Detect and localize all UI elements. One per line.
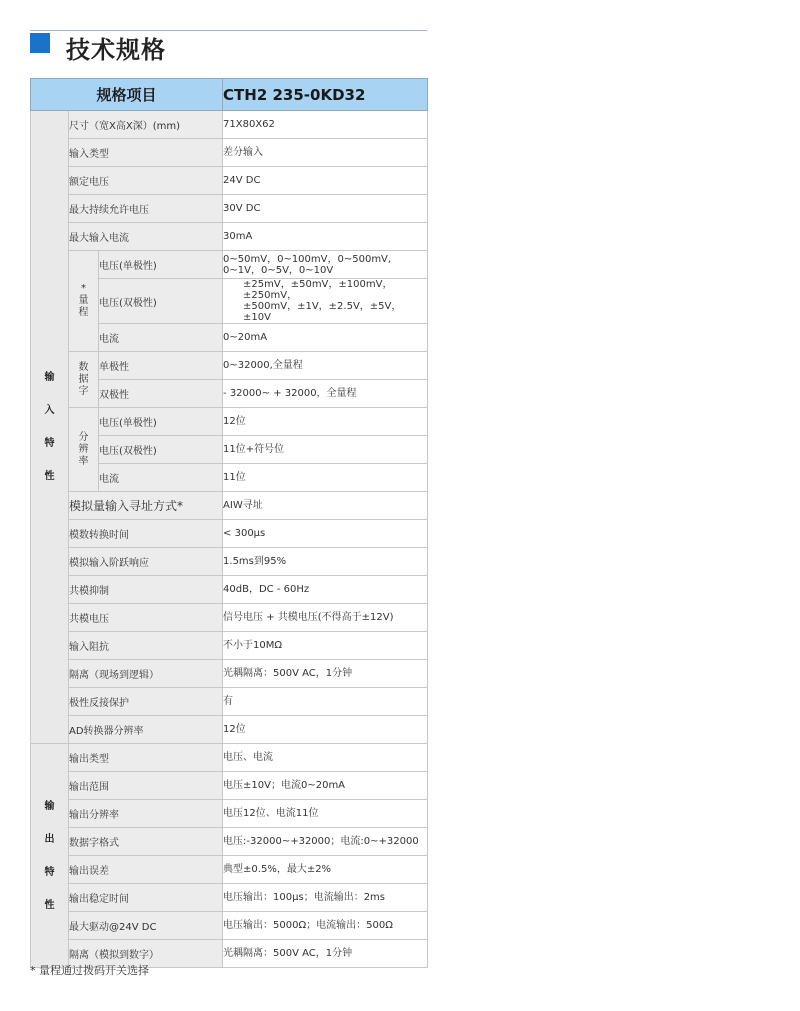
- row-value: 12位: [223, 716, 428, 744]
- row-label: 最大持续允许电压: [69, 195, 223, 223]
- row-value: 24V DC: [223, 167, 428, 195]
- row-label: 输入类型: [69, 139, 223, 167]
- table-row: [31, 167, 428, 195]
- table-row: [31, 111, 428, 139]
- row-value-line: ±500mV，±1V，±2.5V，±5V，±10V: [243, 301, 402, 323]
- spec-table: [30, 78, 428, 968]
- row-value: 1.5ms到95%: [223, 548, 428, 576]
- row-label: 输出稳定时间: [69, 884, 223, 912]
- group-range: [69, 251, 99, 352]
- row-value: 电压输出：5000Ω；电流输出：500Ω: [223, 912, 428, 940]
- row-value-line: 0~1V，0~5V，0~10V: [223, 264, 334, 276]
- row-label: 电流: [99, 464, 223, 492]
- row-label: 输出类型: [69, 744, 223, 772]
- table-row: [31, 660, 428, 688]
- row-value: 典型±0.5%，最大±2%: [223, 856, 428, 884]
- row-label: 隔离（模拟到数字）: [69, 940, 223, 968]
- row-value: 0~32000,全量程: [223, 352, 428, 380]
- row-label: 电流: [99, 324, 223, 352]
- row-label: 输入阻抗: [69, 632, 223, 660]
- row-value: 40dB，DC - 60Hz: [223, 576, 428, 604]
- row-value: 不小于10MΩ: [223, 632, 428, 660]
- row-label: 双极性: [99, 380, 223, 408]
- table-row: [31, 800, 428, 828]
- table-row: [31, 632, 428, 660]
- row-label: 模拟输入阶跃响应: [69, 548, 223, 576]
- row-label: 输出分辨率: [69, 800, 223, 828]
- row-label: 共模抑制: [69, 576, 223, 604]
- row-label: 电压(单极性): [99, 408, 223, 436]
- row-value: [223, 251, 428, 279]
- table-row: [31, 139, 428, 167]
- table-row: [31, 884, 428, 912]
- row-label: 电压(双极性): [99, 279, 223, 324]
- table-row: [31, 352, 428, 380]
- row-label: 共模电压: [69, 604, 223, 632]
- row-value: 30V DC: [223, 195, 428, 223]
- header-model: CTH2 235-0KD32: [223, 79, 428, 111]
- table-row: [31, 223, 428, 251]
- row-label: 最大输入电流: [69, 223, 223, 251]
- row-label: 极性反接保护: [69, 688, 223, 716]
- row-value: AIW寻址: [223, 492, 428, 520]
- row-value: 电压±10V；电流0~20mA: [223, 772, 428, 800]
- row-value: 11位+符号位: [223, 436, 428, 464]
- table-header-row: [31, 79, 428, 111]
- row-value: 电压输出：100μs；电流输出：2ms: [223, 884, 428, 912]
- row-value: 30mA: [223, 223, 428, 251]
- table-row: [31, 912, 428, 940]
- row-label: AD转换器分辨率: [69, 716, 223, 744]
- group-output-label: 输 出 特 性: [44, 800, 55, 911]
- row-value: 12位: [223, 408, 428, 436]
- table-row: [31, 251, 428, 279]
- group-output: [31, 744, 69, 968]
- row-value: 信号电压 + 共模电压(不得高于±12V): [223, 604, 428, 632]
- header-item: 规格项目: [31, 79, 223, 111]
- group-input-label: 输 入 特 性: [44, 372, 55, 482]
- row-value: 有: [223, 688, 428, 716]
- table-row: [31, 492, 428, 520]
- page-title: 技术规格: [66, 36, 166, 64]
- row-label: 单极性: [99, 352, 223, 380]
- row-value: < 300μs: [223, 520, 428, 548]
- table-row: [31, 576, 428, 604]
- group-resolution-label: 分 辨 率: [78, 431, 89, 467]
- footnote: * 量程通过拨码开关选择: [30, 964, 149, 977]
- row-value-line: ±25mV，±50mV，±100mV，±250mV，: [243, 279, 393, 301]
- row-label: 隔离（现场到逻辑）: [69, 660, 223, 688]
- row-label: 电压(双极性): [99, 436, 223, 464]
- row-value: 0~20mA: [223, 324, 428, 352]
- row-value: 11位: [223, 464, 428, 492]
- row-label: 额定电压: [69, 167, 223, 195]
- table-row: [31, 688, 428, 716]
- table-row: [31, 195, 428, 223]
- title-marker-icon: [30, 33, 50, 53]
- group-input: [31, 111, 69, 744]
- row-value: 电压:-32000~+32000；电流:0~+32000: [223, 828, 428, 856]
- table-row: [31, 604, 428, 632]
- row-label: 模拟量输入寻址方式*: [69, 492, 223, 520]
- row-value: 电压12位、电流11位: [223, 800, 428, 828]
- row-label: 数据字格式: [69, 828, 223, 856]
- row-label: 最大驱动@24V DC: [69, 912, 223, 940]
- group-data-word-label: 数 据 字: [78, 361, 89, 397]
- row-label: 尺寸（宽X高X深）(mm): [69, 111, 223, 139]
- row-label: 模数转换时间: [69, 520, 223, 548]
- row-value: 电压、电流: [223, 744, 428, 772]
- group-range-label: * 量 程: [78, 283, 89, 318]
- row-label: 电压(单极性): [99, 251, 223, 279]
- row-value: 差分输入: [223, 139, 428, 167]
- row-value: 71X80X62: [223, 111, 428, 139]
- row-label: 输出误差: [69, 856, 223, 884]
- row-value: 光耦隔离：500V AC，1分钟: [223, 660, 428, 688]
- table-row: [31, 548, 428, 576]
- table-row: [31, 772, 428, 800]
- row-label: 输出范围: [69, 772, 223, 800]
- row-value: - 32000~ + 32000，全量程: [223, 380, 428, 408]
- table-row: [31, 744, 428, 772]
- row-value: [223, 279, 428, 324]
- title-rule: [30, 30, 427, 31]
- table-row: [31, 520, 428, 548]
- table-row: [31, 716, 428, 744]
- group-data-word: [69, 352, 99, 408]
- table-row: [31, 828, 428, 856]
- table-row: [31, 408, 428, 436]
- row-value: 光耦隔离：500V AC，1分钟: [223, 940, 428, 968]
- group-resolution: [69, 408, 99, 492]
- row-value-line: 0~50mV，0~100mV，0~500mV,: [223, 253, 392, 265]
- table-row: [31, 856, 428, 884]
